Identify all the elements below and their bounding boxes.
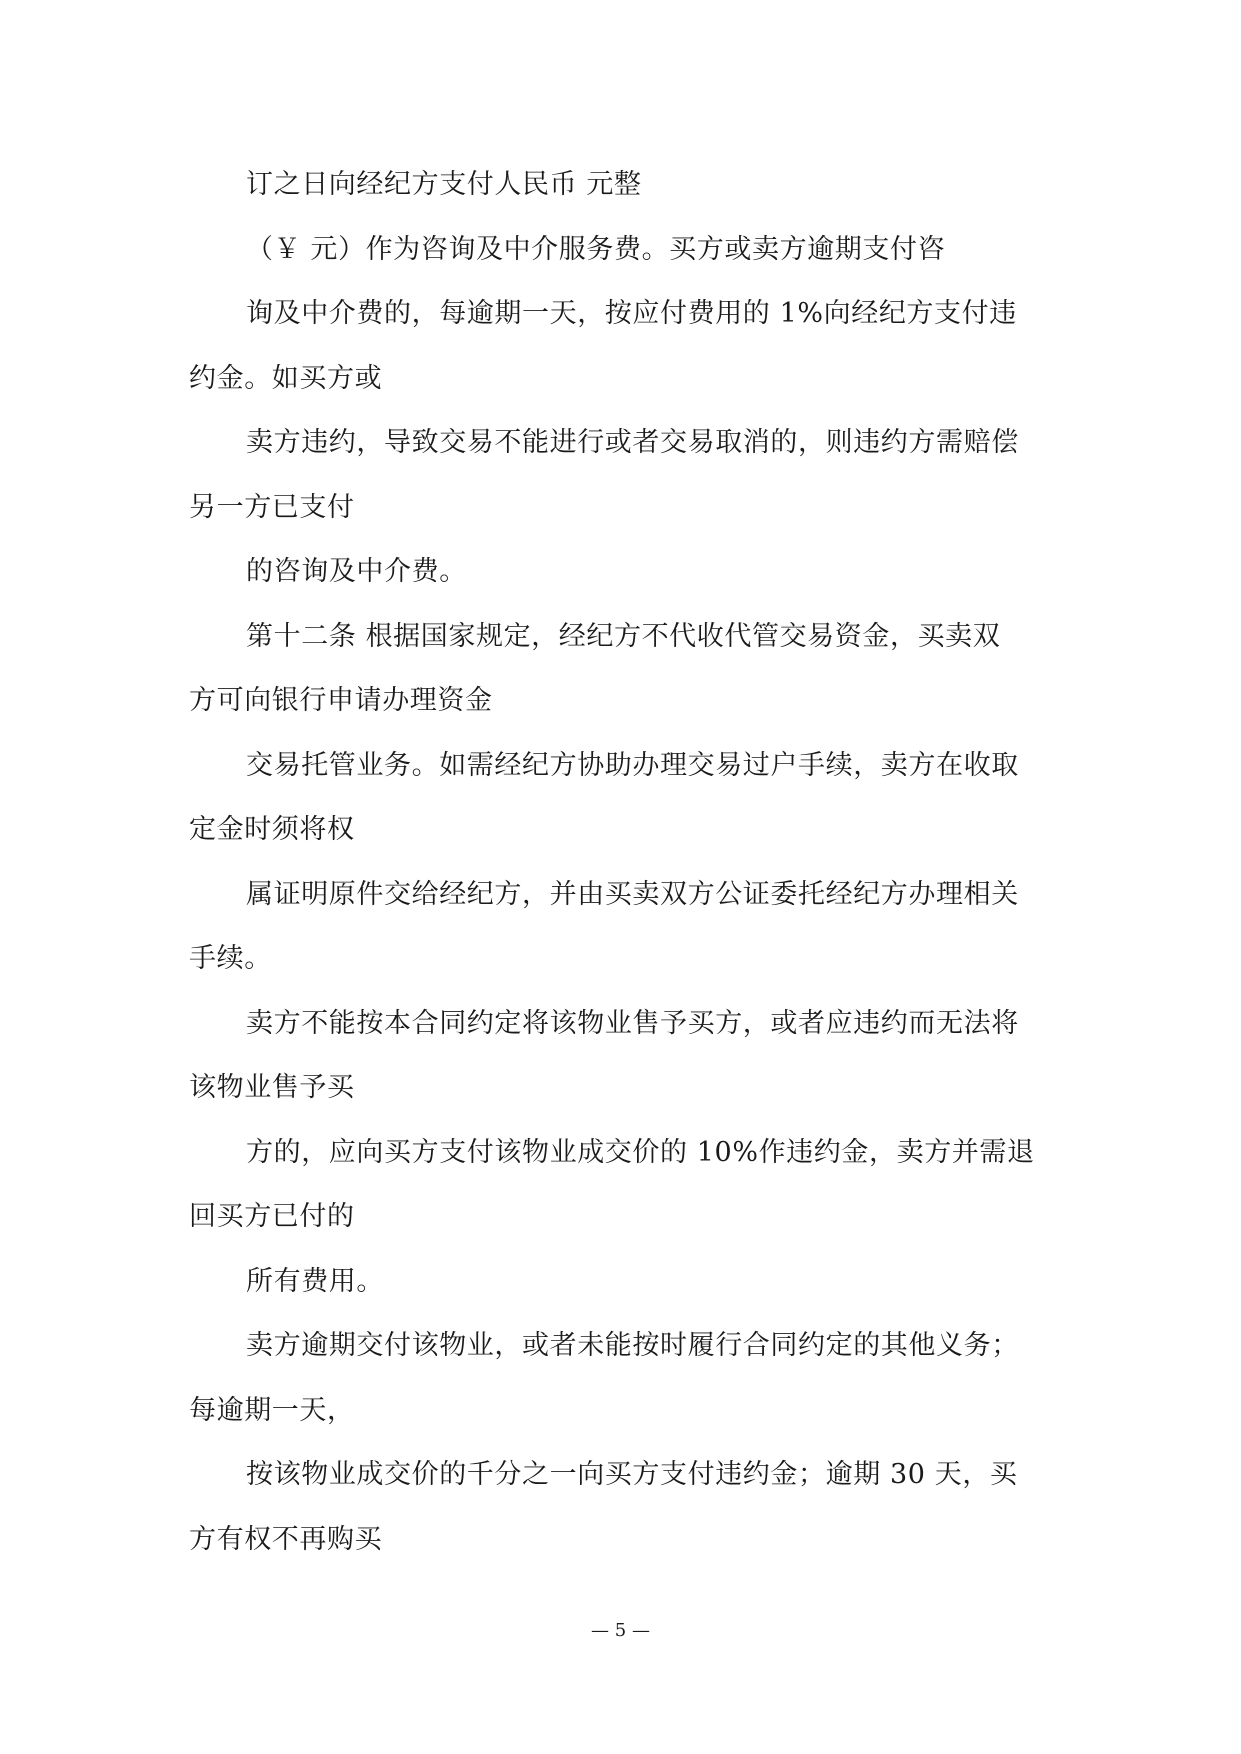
- text-line: 该物业售予买: [189, 1072, 355, 1103]
- text-line: 卖方不能按本合同约定将该物业售予买方，或者应违约而无法将: [246, 1007, 1019, 1039]
- text-line: 另一方已支付: [189, 491, 355, 523]
- text-line: 约金。如买方或: [189, 362, 383, 394]
- text-line: 订之日向经纪方支付人民币 元整: [246, 169, 642, 200]
- text-line: 卖方违约，导致交易不能进行或者交易取消的，则违约方需赔偿: [246, 427, 1019, 458]
- text-line: 询及中介费的，每逾期一天，按应付费用的 1%向经纪方支付违: [246, 298, 1017, 329]
- text-line: 方可向银行申请办理资金: [189, 685, 493, 716]
- text-line: 属证明原件交给经纪方，并由买卖双方公证委托经纪方办理相关: [246, 878, 1019, 910]
- text-line: 所有费用。: [246, 1265, 384, 1297]
- page-number: — 5 —: [591, 1620, 650, 1641]
- text-line: （￥ 元）作为咨询及中介服务费。买方或卖方逾期支付咨: [246, 233, 946, 265]
- text-line: 的咨询及中介费。: [246, 556, 467, 587]
- text-line: 卖方逾期交付该物业，或者未能按时履行合同约定的其他义务；: [246, 1330, 1019, 1361]
- text-line: 回买方已付的: [189, 1201, 355, 1232]
- text-line: 按该物业成交价的千分之一向买方支付违约金；逾期 30 天，买: [246, 1459, 1018, 1490]
- text-line: 每逾期一天，: [189, 1394, 355, 1426]
- text-line: 第十二条 根据国家规定，经纪方不代收代管交易资金，买卖双: [246, 620, 1001, 652]
- text-line: 定金时须将权: [189, 814, 355, 845]
- text-line: 手续。: [189, 943, 272, 974]
- text-line: 方的，应向买方支付该物业成交价的 10%作违约金，卖方并需退: [246, 1136, 1035, 1168]
- document-body: [189, 153, 1049, 1572]
- text-line: 方有权不再购买: [189, 1523, 383, 1555]
- text-line: 交易托管业务。如需经纪方协助办理交易过户手续，卖方在收取: [246, 749, 1019, 781]
